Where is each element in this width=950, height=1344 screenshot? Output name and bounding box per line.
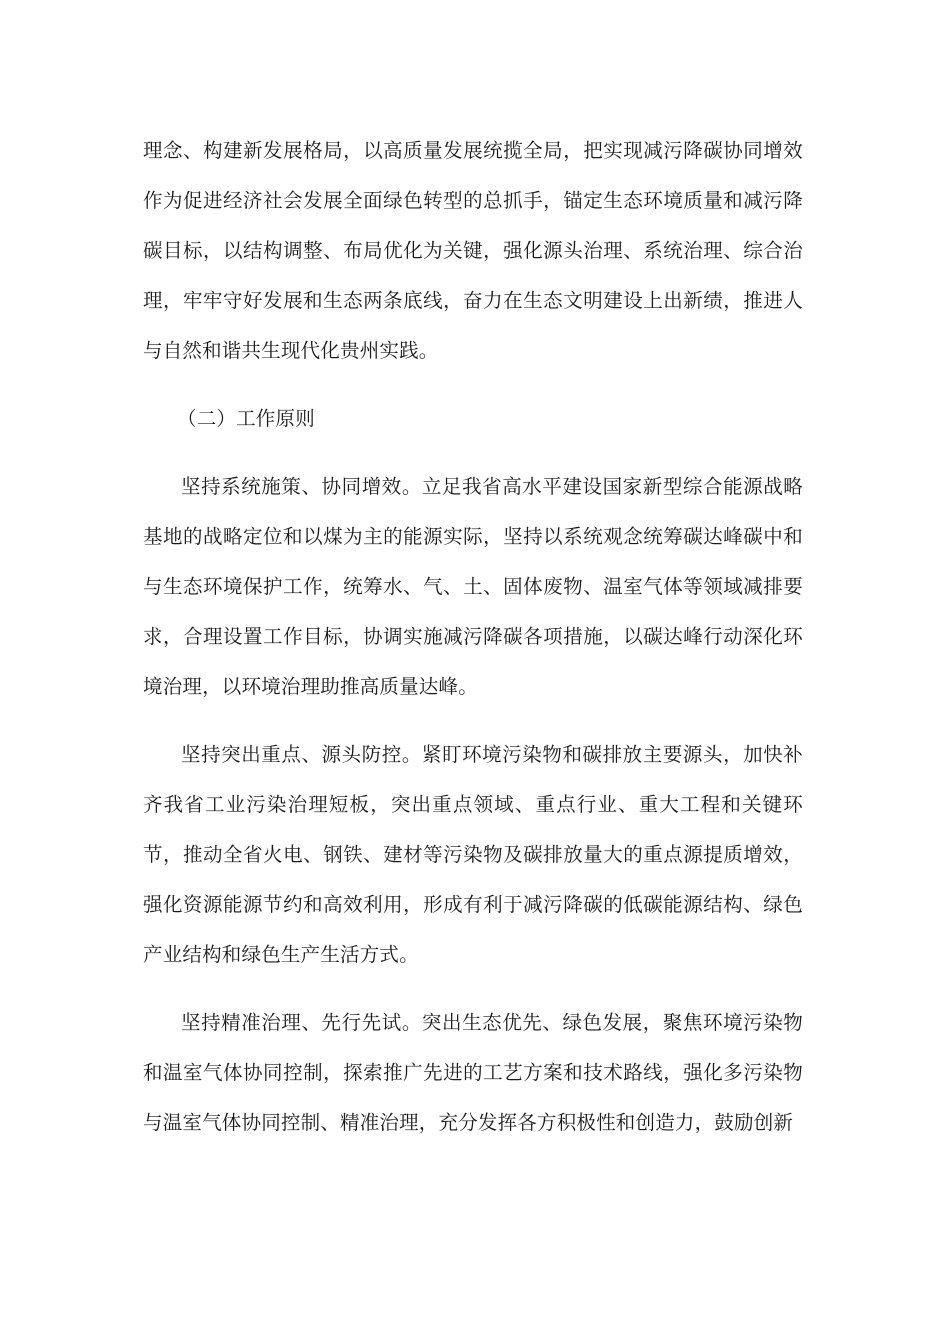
section-heading-work-principles: （二）工作原则 [177,407,315,430]
document-body [143,126,803,1148]
paragraph-principle-precise-governance: 坚持精准治理、先行先试。突出生态优先、绿色发展，聚焦环境污染物和温室气体协同控制，探索推广先进的工艺方案和技术路线，强化多污染物与温室气体协同控制、精准治理，充分发挥各方积极性和创造力，鼓励创新 [143,1011,803,1134]
paragraph-continuation: 理念、构建新发展格局，以高质量发展统揽全局，把实现减污降碳协同增效作为促进经济社会发展全面绿色转型的总抓手，锚定生态环境质量和减污降碳目标，以结构调整、布局优化为关键，强化源头治理、系统治理、综合治理，牢牢守好发展和生态两条底线，奋力在生态文明建设上出新绩，推进人与自然和谐共生现代化贵州实践。 [143,139,803,362]
paragraph-principle-systematic: 坚持系统施策、协同增效。立足我省高水平建设国家新型综合能源战略基地的战略定位和以煤为主的能源实际，坚持以系统观念统筹碳达峰碳中和与生态环境保护工作，统筹水、气、土、固体废物、温室气体等领域减排要求，合理设置工作目标，协调实施减污降碳各项措施，以碳达峰行动深化环境治理，以环境治理助推高质量达峰。 [143,475,803,698]
paragraph-principle-key-points: 坚持突出重点、源头防控。紧盯环境污染物和碳排放主要源头，加快补齐我省工业污染治理短板，突出重点领域、重点行业、重大工程和关键环节，推动全省火电、钢铁、建材等污染物及碳排放量大的重点源提质增效，强化资源能源节约和高效利用，形成有利于减污降碳的低碳能源结构、绿色产业结构和绿色生产生活方式。 [143,743,803,966]
